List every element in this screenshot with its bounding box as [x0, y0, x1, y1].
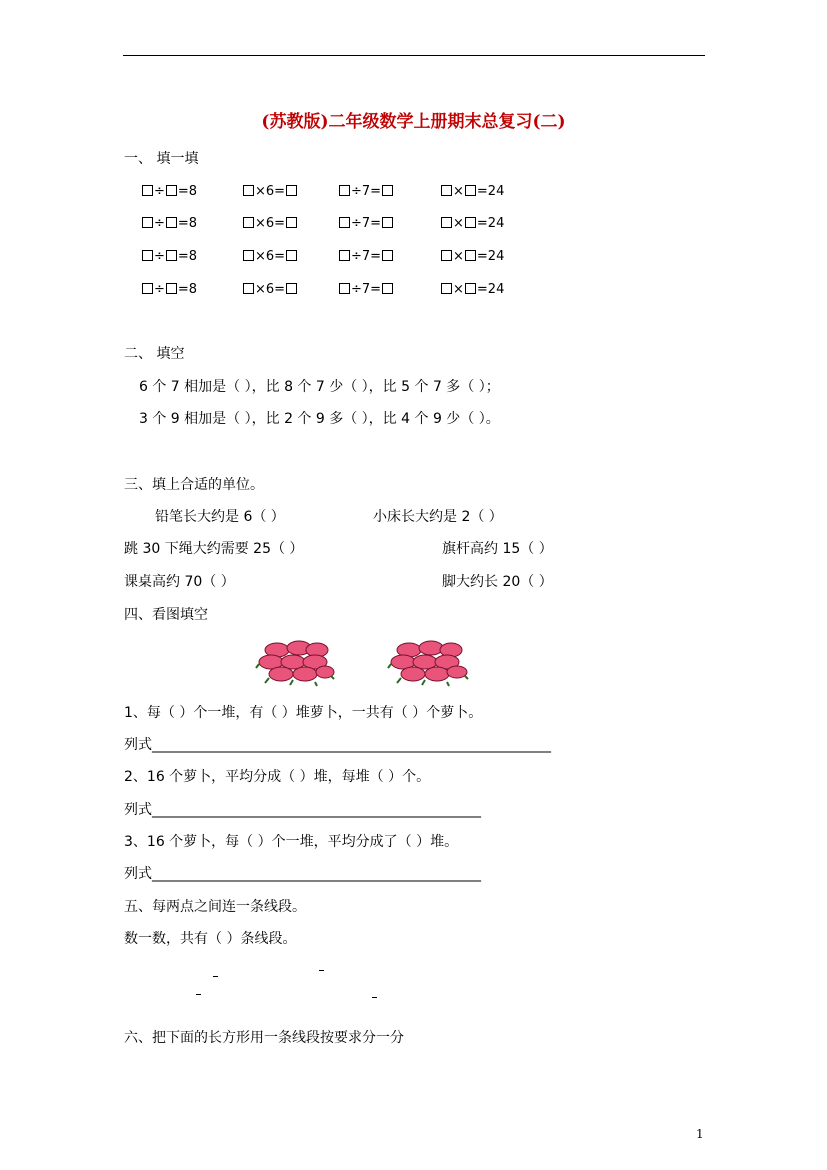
answer-box[interactable]: [441, 217, 452, 228]
answer-box[interactable]: [339, 185, 350, 196]
section6-heading: 六、把下面的长方形用一条线段按要求分一分: [124, 1030, 404, 1046]
section2-line1: 6 个 7 相加是（ ），比 8 个 7 少（ ），比 5 个 7 多（ ）；: [139, 379, 500, 395]
equation-operator: ×6=: [255, 216, 286, 231]
section4-q1-formula: 列式_________________________________________________________: [124, 737, 551, 753]
equation-operator: ÷: [154, 249, 165, 264]
answer-box[interactable]: [441, 185, 452, 196]
answer-box[interactable]: [465, 283, 476, 294]
answer-box[interactable]: [382, 217, 393, 228]
section2-line2: 3 个 9 相加是（ ），比 2 个 9 多（ ），比 4 个 9 少（ ）。: [139, 411, 500, 427]
page-number: 1: [696, 1127, 704, 1141]
equation-operator: ×: [453, 282, 464, 297]
equation-operator: ÷: [154, 282, 165, 297]
section3-item3: 跳 30 下绳大约需要 25（ ）: [124, 541, 304, 557]
section3-item4: 旗杆高约 15（ ）: [442, 541, 553, 557]
equation-operator: =24: [476, 249, 505, 264]
section3-item6: 脚大约长 20（ ）: [442, 574, 553, 590]
answer-box[interactable]: [382, 283, 393, 294]
point-d: [372, 997, 377, 998]
answer-box[interactable]: [339, 283, 350, 294]
equation-r2-c3: [338, 215, 394, 233]
equation-r3-c4: [440, 248, 504, 266]
equation-operator: =8: [177, 282, 198, 297]
radish-pile-icon: [255, 638, 335, 688]
answer-box[interactable]: [243, 185, 254, 196]
equation-r4-c4: [440, 281, 504, 299]
equation-operator: ÷7=: [351, 184, 382, 199]
equation-operator: ×: [453, 249, 464, 264]
answer-box[interactable]: [382, 185, 393, 196]
equation-r4-c2: [242, 281, 298, 299]
answer-box[interactable]: [339, 250, 350, 261]
section2-heading: 二、 填空: [124, 346, 185, 362]
equation-r4-c1: [141, 281, 197, 299]
answer-box[interactable]: [286, 283, 297, 294]
answer-box[interactable]: [286, 185, 297, 196]
answer-box[interactable]: [142, 217, 153, 228]
equation-operator: =8: [177, 184, 198, 199]
header-rule: [123, 55, 705, 56]
equation-operator: ÷: [154, 184, 165, 199]
equation-r1-c1: [141, 183, 197, 201]
answer-box[interactable]: [243, 217, 254, 228]
equation-operator: =24: [476, 282, 505, 297]
equation-operator: ÷: [154, 216, 165, 231]
equation-operator: ×6=: [255, 184, 286, 199]
point-a: [213, 976, 218, 977]
equation-r4-c3: [338, 281, 394, 299]
equation-r3-c3: [338, 248, 394, 266]
section4-q3-formula: 列式_______________________________________________: [124, 866, 481, 882]
section4-q2-formula: 列式_______________________________________________: [124, 802, 481, 818]
answer-box[interactable]: [243, 283, 254, 294]
radish-pile-illustration-2: [385, 638, 470, 692]
equation-operator: =24: [476, 216, 505, 231]
page-title: (苏教版)二年级数学上册期末总复习(二): [261, 112, 566, 132]
answer-box[interactable]: [166, 217, 177, 228]
section4-q2: 2、16 个萝卜，平均分成（ ）堆，每堆（ ）个。: [124, 769, 431, 785]
radish-pile-icon: [385, 638, 470, 688]
section5-heading: 五、每两点之间连一条线段。: [124, 899, 306, 915]
equation-r1-c2: [242, 183, 298, 201]
equation-r3-c2: [242, 248, 298, 266]
answer-box[interactable]: [339, 217, 350, 228]
answer-box[interactable]: [286, 217, 297, 228]
equation-operator: ×6=: [255, 282, 286, 297]
radish-pile-illustration: [255, 638, 335, 692]
equation-operator: =8: [177, 216, 198, 231]
section4-q1: 1、每（ ）个一堆，有（ ）堆萝卜，一共有（ ）个萝卜。: [124, 705, 483, 721]
section3-item1: 铅笔长大约是 6（ ）: [155, 509, 285, 525]
equation-operator: ÷7=: [351, 282, 382, 297]
section4-q3: 3、16 个萝卜，每（ ）个一堆，平均分成了（ ）堆。: [124, 834, 459, 850]
answer-box[interactable]: [142, 250, 153, 261]
point-c: [196, 994, 201, 995]
equation-operator: ×6=: [255, 249, 286, 264]
section1-heading: 一、 填一填: [124, 151, 199, 167]
equation-r1-c4: [440, 183, 504, 201]
equation-r1-c3: [338, 183, 394, 201]
answer-box[interactable]: [465, 185, 476, 196]
equation-operator: ×: [453, 216, 464, 231]
answer-box[interactable]: [382, 250, 393, 261]
section5-line: 数一数，共有（ ）条线段。: [124, 931, 297, 947]
answer-box[interactable]: [166, 185, 177, 196]
answer-box[interactable]: [465, 217, 476, 228]
equation-operator: =8: [177, 249, 198, 264]
section4-heading: 四、看图填空: [124, 607, 208, 623]
answer-box[interactable]: [243, 250, 254, 261]
equation-operator: ÷7=: [351, 249, 382, 264]
answer-box[interactable]: [441, 283, 452, 294]
equation-r3-c1: [141, 248, 197, 266]
equation-operator: ÷7=: [351, 216, 382, 231]
answer-box[interactable]: [441, 250, 452, 261]
answer-box[interactable]: [465, 250, 476, 261]
section3-item5: 课桌高约 70（ ）: [124, 574, 235, 590]
section3-heading: 三、填上合适的单位。: [124, 477, 264, 493]
answer-box[interactable]: [286, 250, 297, 261]
answer-box[interactable]: [142, 283, 153, 294]
point-b: [319, 970, 324, 971]
equation-r2-c2: [242, 215, 298, 233]
equation-operator: =24: [476, 184, 505, 199]
equation-r2-c1: [141, 215, 197, 233]
equation-operator: ×: [453, 184, 464, 199]
equation-r2-c4: [440, 215, 504, 233]
answer-box[interactable]: [166, 250, 177, 261]
answer-box[interactable]: [166, 283, 177, 294]
section3-item2: 小床长大约是 2（ ）: [373, 509, 503, 525]
answer-box[interactable]: [142, 185, 153, 196]
